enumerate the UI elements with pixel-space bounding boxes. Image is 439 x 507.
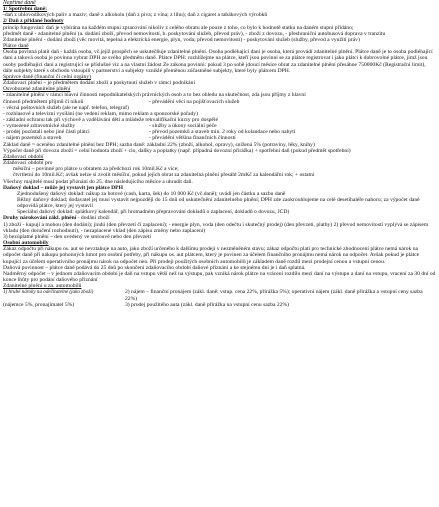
list-item: - prodej pozůstalí nebo jiné části plátci - převod pozemků a staveb min. 2 roky od kolaudace nebo nabytí [3,129,296,136]
list-item: - rozhlasové a televizní vysílání (ne vedení reklam, mimo reklam a sponzorské pořady) [3,110,198,117]
tax-liability: Daňová povinnost – plátce daně podává do 25 dnů po skončení zdaňovacího období daňové přiznání a ke stejnému dni je i daň splatná. [3,264,306,271]
claims-text: 1) zboží - kupují a mohou (den dodání); jindú (den převzetí či zaplacení); - energie plyn, voda (den odečtu i skutečný prodej) (den převzetí, platby) 2) převod nemovitostí vyplývá se zápisem vkladu (den doručení rozhodnutí), - nezaplacené vklad (den zápisu změny nebo zaplacení) [3,221,429,234]
list-item: - základní ochranu tak při výchově a vzdělávání dětí a mládeže rekvalifikační kurzy pro dospělé [3,116,218,123]
taxable-supply: Zdanitelné plnění - dodání zboží (věc movitá, tepelná a elektrická energie, plyn, voda; převod nemovitostí) - poskytování služeb (služby, převod a využití práv) [3,36,360,43]
gratuitous-supply: 3) bezúplatné plnění – den uvedený ve smlouvě nebo den převzetí [3,233,151,240]
list-item: Běžný daňový doklad; dodavatel jej musí vystavit nejpozději do 15 dnů od uskutečnění zdanitelného plnění; DPH zde zaokrouhlujeme na celé desetihaléře nahoru; za výpočet daně odpovídá plátce, který jej vystavil [17,197,420,210]
list-item: - vymezené zdravotnické služby - služby a úkony sociální péče [3,123,217,130]
cars-heading: Osobní automobily [3,240,49,247]
exempt-heading: Osvobozené zdanitelné plnění [3,86,71,93]
doc-title: Nepřímé daně [3,0,36,6]
section-1-line: -daň z uhlovodíkových paliv a maziv; daně z alkoholu (daň z piva; z vína; z lihu); daň z cigaret a tabákových výrobků [3,12,268,19]
section-1-heading: 1/ Spotřební daně: [3,6,48,13]
list-item: - věcná poštovních služeb (ale ne např. telefon, telegraf) [3,104,129,111]
list-item: Speciální daňový doklad: splátkový kalendář, při hromadném přepravování dokladů o zaplacení, dokladů o dovozu, JCD) [17,209,290,216]
car-supply-heading: Zdanitelné plnění u zn. automobilů [3,283,82,290]
tax-document-heading: Daňový doklad – může jej vystavit jen plátce DPH [3,184,123,191]
taxable-performance: Zdaňovací plnění – je předmětem dodání zboží a poskytnutí služeb v rámci podnikání [3,80,195,87]
tax-administrator: Správce daně (finanční či celní orgány) [3,73,91,80]
quarterly-period: čtvrtletní do 10mil.Kč; avšak nelze si zvolit měsíční, pokud jejich obrat za zdanitelná plnění přesáhl 2mKč za kalendářní rok; + ostatní [13,172,315,179]
claims-heading: Druhy nárokování zákl. plnění [3,215,77,222]
import-calculation: Výpočet daně při dovozu zboží = celní hodnota zboží + clo, daňky a poplatky (např. případná dovozní přirážka) + spotřební daň (pokud předmět spotřební) [3,147,351,154]
monthly-period: měsíční – povinné pro plátce u obratem za předchozí rok 10mil.Kč a více; [13,166,179,173]
tax-period-heading: Zdaňovací období [3,153,44,160]
vat-principle: princip fungování: daň je vybírána na každém stupni zpracování nikoliv z celého obratu ale pouze z toho, co bylo k hodnotě statku na daném stupni přidáno; [3,24,354,31]
list-item: - nájem pozemků a staveb - převádění většina finančních činností [3,135,236,142]
section-2-heading: 2/ Daň z přidané hodnoty [3,18,64,25]
payer-heading: Plátce daně [3,43,29,50]
vat-subject: předmět daně - zdanitelné plnění (a. dodání zboží, převod nemovitostí, b. poskytování služeb, převod práv), - zboží z dovozu, - přeshraniční autobusová doprava v tranzitu [3,30,386,37]
payer-paragraph: Osoba povinná platit daň - každá osoba, vč.jejíž prospěch se uskutečňuje zdanitelné plnění. Osoba podléhající dani je osoba, která provádí zdanitelné plnění. Plátce daně je to osoba podléhající dani a taková osoba je povinna vybrat DPH ze svého předmětu daně. Plátce DPH: rozhlížejme na plátce, kteří jsou povinni se za plátce registrovat i jako plátci k dobrovolné plátce, jimž jsou osoby podléhající dani a registrující se příslušné viz a na vlastní žádost Ze zákona povinni: pokud 3 po sobě jdoucí měsíce obrat za zdanitelné plnění přesáhne 750000Kč (Registrační limit), dále subjekty které s obchodu vstoupili v partnerství a subjekty vzniklé přeměnou zúčastněné subjekty, které byly plátcem DPH. [3,49,433,74]
list-item: činnosti předmětem příjmů či nikoli - převádění věcí na pojišťovacích služeb [3,98,240,105]
tax-period-intro: Zdaňovací období pro [3,160,53,167]
list-item: 1) hrubé nároky na odečitatelné (jako zboží) 2) nájem – finanční pronájem (zákl. daně: vstup. cena 22%, přirážka 5%); operativní nájem (zákl. daně přirážka a vstupní ceny sazba 22%) [3,289,423,302]
document-page [3,0,436,505]
filing-deadline: Všechny majitelé musí podat přiznání do 25. dne následujícího měsíce a uhradit daň. [3,178,193,185]
list-item: - zdanitelné plnění v rámci hlavní činnosti nepodnikatelských právnických osob a to bez ohledu na skutečnost, zda jsou příjmy z hlavní [3,92,306,99]
list-item: Zjednodušený daňový doklad: nákup za hotové (cash, karta, šek) do 10 000 Kč (vč.daně); uvádí jen částku a sazbu daně [17,190,286,197]
cars-paragraph: Zákaz odpočtu při nákupu os. aut se nevztahuje na auto, jako zboží určeného k dalšímu prodeji v nezměněném stavu; zákaz odpočtu platí pro technické zhodnocení plátce nemá nárok na odpočet daně při nákupu pohonných hmot pro osobní potřeby, při nákupu os. aut plátcem, který je povinen za účelem finančního pronájmu nemá nárok na odpočet. Avšak pokud je plátce kupující za účelem operativního pronájmu nárok na odpočet nen. Při prodeji použitých osobních automobilů je základem daně rozdíl mezi prodejní cenou a vstupní cenou. [3,246,420,265]
exempt-list [3,92,436,141]
list-item: (nájemce 5%, pronajímatel 5%) 3) prodej použitého auta (zákl. daně přirážka na vstupní cenu sazba 22%) [3,301,290,308]
tax-base: Základ daně = oceněno zdanitelné plnění bez DPH; sazba daně: základní 22% (zboží, alkohol, opravy), snížená 5% (potraviny, léky, knihy) [3,141,315,148]
claims-subheading: - dodání zboží [77,215,110,222]
excess-deduction: Nadměrný odpočet – v jednom zdaňovacím období je daň na vstupu větší než na výstupu, pak vzniká nárok plátce na vrácení rozdílu mezi daní na výstupu a daní na vstupu, vracení za 30 dní od konce lhůty pro podání daňového přiznání [3,270,436,284]
